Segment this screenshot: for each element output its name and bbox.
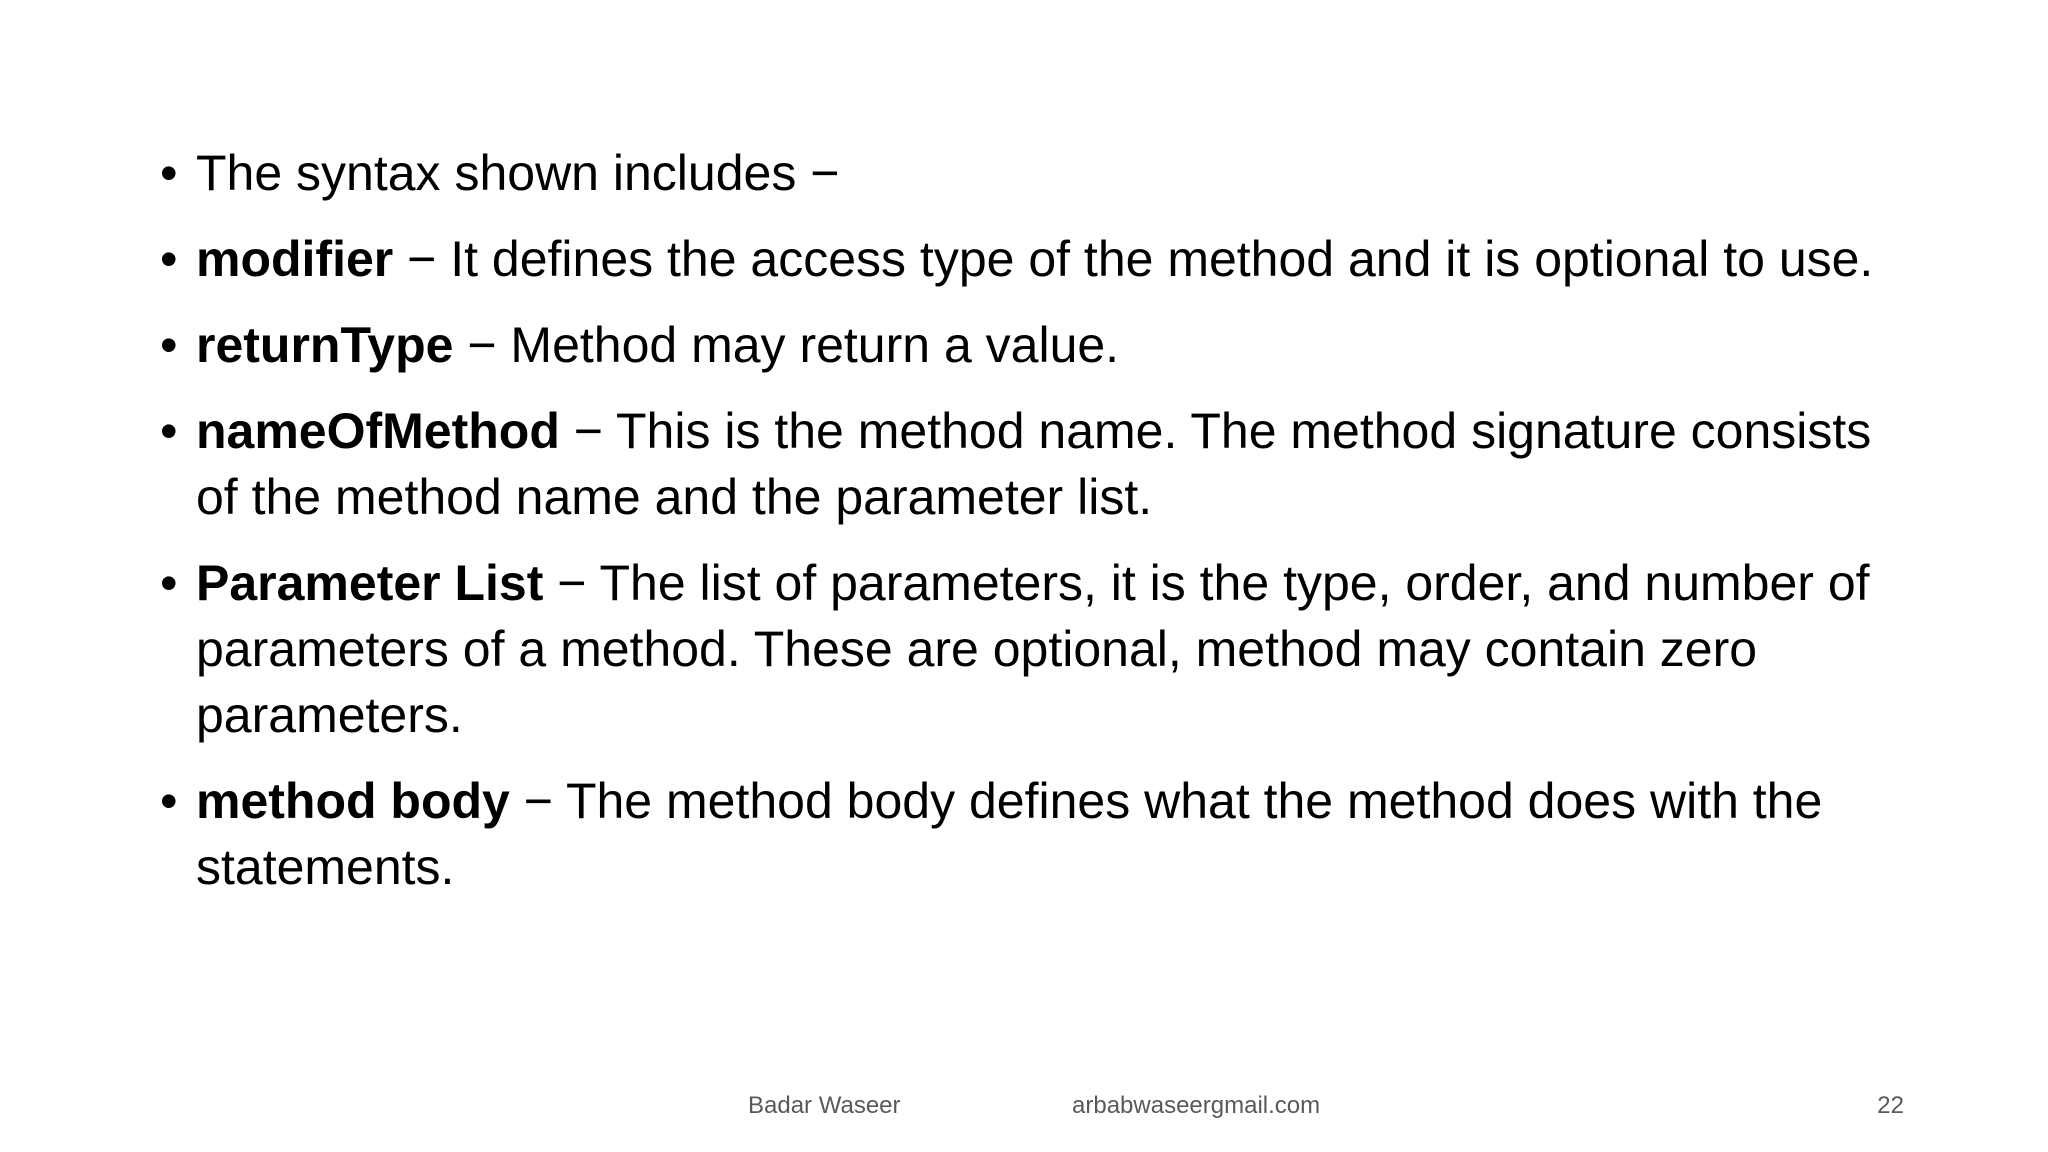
bullet-dot-icon: • [160,555,178,611]
bullet-dot-icon: • [160,231,178,287]
bullet-text: − The method body defines what the method does with the statements. [196,773,1823,895]
bullet-list [160,140,1920,920]
bullet-text: − The list of parameters, it is the type, order, and number of parameters of a method. These are optional, method may contain zero parameters. [196,555,1870,743]
bullet-item-return-type [160,312,1920,378]
bullet-term: Parameter List [196,555,544,611]
bullet-item-syntax [160,140,1920,206]
bullet-term: method body [196,773,510,829]
bullet-term: nameOfMethod [196,403,560,459]
bullet-text: The syntax shown includes − [196,145,840,201]
bullet-text: − It defines the access type of the method and it is optional to use. [393,231,1874,287]
bullet-text: − This is the method name. The method signature consists of the method name and the parameter list. [196,403,1872,525]
bullet-dot-icon: • [160,317,178,373]
bullet-text: − Method may return a value. [453,317,1120,373]
bullet-dot-icon: • [160,403,178,459]
bullet-term: modifier [196,231,394,287]
bullet-item-parameter-list [160,550,1920,748]
footer-author: Badar Waseer [748,1092,901,1119]
bullet-item-name-of-method [160,398,1920,530]
bullet-term: returnType [196,317,454,373]
footer-page-number: 22 [1877,1092,1904,1119]
bullet-item-modifier [160,226,1920,292]
footer-email: arbabwaseergmail.com [1072,1092,1321,1119]
bullet-dot-icon: • [160,145,178,201]
bullet-item-method-body [160,768,1920,900]
bullet-dot-icon: • [160,773,178,829]
